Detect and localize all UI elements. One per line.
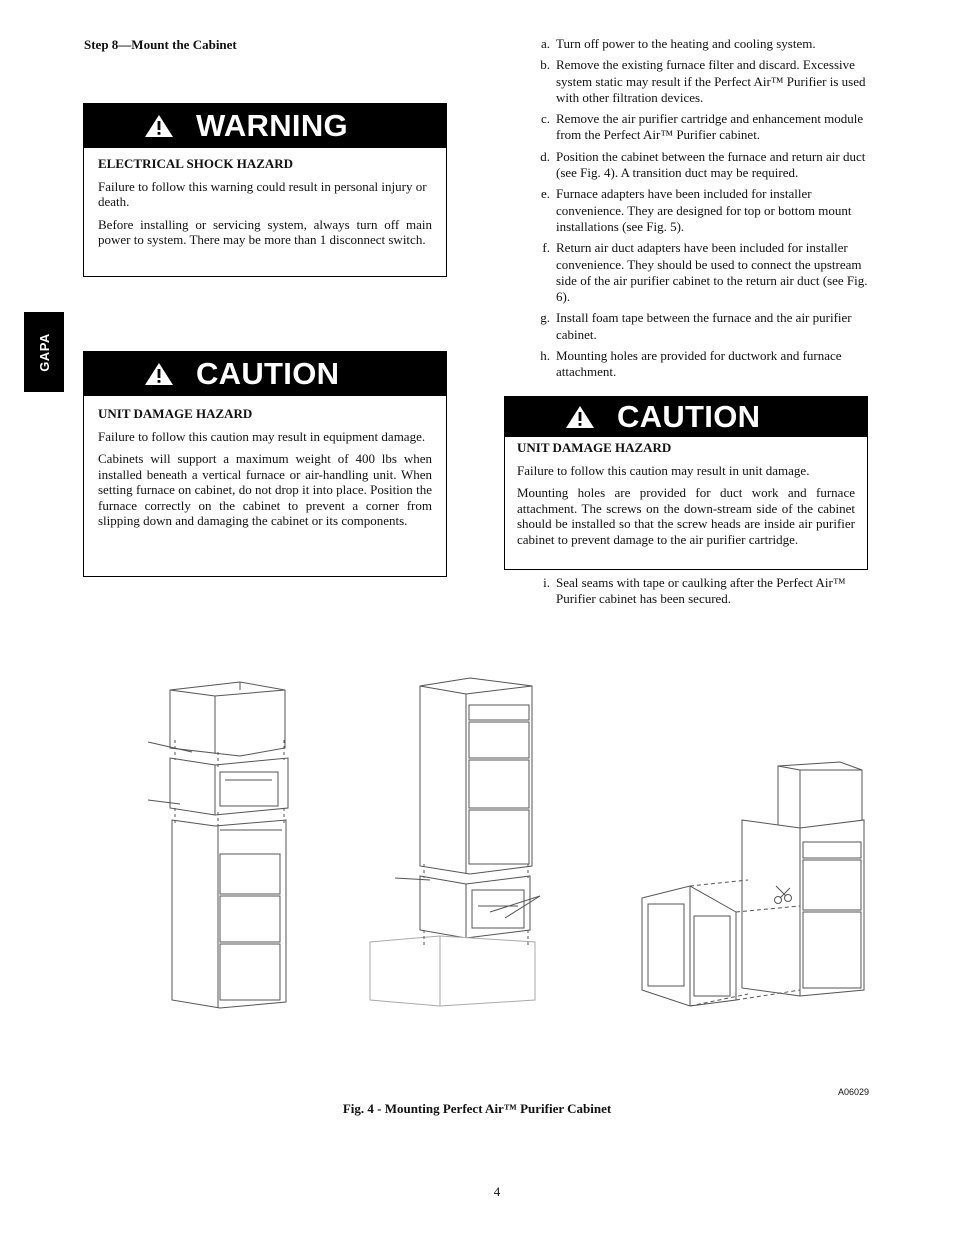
mounting-illustration	[0, 640, 954, 1080]
final-step	[528, 575, 873, 613]
step-letter: b.	[540, 57, 550, 73]
warning-triangle-icon	[144, 362, 174, 386]
step-letter: f.	[542, 240, 550, 256]
page-number: 4	[493, 1184, 501, 1199]
warning-triangle-icon	[565, 405, 595, 429]
caution-paragraph: Failure to follow this caution may result in unit damage.	[517, 462, 810, 478]
step-item	[528, 36, 873, 52]
caution-body-2	[505, 437, 867, 562]
step-text: Remove the air purifier cartridge and enhancement module from the Perfect Air™ Purifier cabinet.	[556, 111, 864, 143]
warning-hazard: ELECTRICAL SHOCK HAZARD	[98, 156, 294, 171]
step-item	[528, 57, 873, 106]
step-item	[528, 348, 873, 381]
warning-box	[83, 103, 447, 277]
step-item	[528, 111, 873, 144]
step-item	[528, 240, 873, 305]
step-text: Return air duct adapters have been included for installer convenience. They should be used to connect the upstream side of the air purifier cabinet to the return air duct (see Fig. 6).	[556, 240, 868, 305]
step-text: Mounting holes are provided for ductwork and furnace attachment.	[556, 348, 842, 380]
warning-paragraph: Before installing or servicing system, always turn off main power to system. There may be more than 1 disconnect switch.	[98, 216, 432, 247]
step-text: Furnace adapters have been included for installer convenience. They are designed for top or bottom mount installations (see Fig. 5).	[556, 186, 852, 234]
step-item	[528, 149, 873, 182]
middle-assembly	[370, 678, 540, 1006]
side-tab-label: GAPA	[36, 332, 52, 372]
step-item	[528, 575, 873, 608]
step-text: Seal seams with tape or caulking after the Perfect Air™ Purifier cabinet has been secured.	[556, 575, 846, 607]
caution-box-2	[504, 396, 868, 570]
step-text: Install foam tape between the furnace and the air purifier cabinet.	[556, 310, 852, 342]
step-heading: Step 8—Mount the Cabinet	[84, 37, 237, 52]
step-letter: g.	[540, 310, 550, 326]
caution-hazard-2: UNIT DAMAGE HAZARD	[517, 440, 672, 455]
left-assembly	[148, 682, 288, 1008]
side-tab	[24, 312, 64, 392]
right-assembly	[642, 762, 864, 1006]
warning-header	[84, 104, 446, 148]
caution-hazard-1: UNIT DAMAGE HAZARD	[98, 406, 253, 421]
step-letter: e.	[540, 186, 550, 202]
caution-body-1	[84, 396, 446, 546]
step-letter: d.	[540, 148, 550, 164]
caution-paragraph: Cabinets will support a maximum weight of 400 lbs when installed beneath a vertical furnace or air-handling unit. When setting furnace on cabinet, do not drop it into place. Position the furnace correctly on the cabinet to prevent a corner from slipping down and damaging the cabinet or its components.	[98, 451, 432, 528]
step-text: Position the cabinet between the furnace and return air duct (see Fig. 4). A transition duct may be required.	[556, 148, 866, 181]
step-item	[528, 186, 873, 235]
step-item	[528, 310, 873, 343]
warning-triangle-icon	[144, 114, 174, 138]
warning-title: WARNING	[196, 108, 348, 143]
figure-caption: Fig. 4 - Mounting Perfect Air™ Purifier Cabinet	[342, 1101, 612, 1116]
warning-paragraph: Failure to follow this warning could result in personal injury or death.	[98, 178, 427, 209]
step-text: Turn off power to the heating and cooling system.	[556, 36, 816, 51]
step-letter: a.	[540, 36, 550, 51]
step-letter: c.	[540, 111, 550, 127]
caution-header-2	[505, 397, 867, 437]
step-letter: i.	[543, 575, 550, 590]
caution-header-1	[84, 352, 446, 396]
warning-body	[84, 148, 446, 265]
step-letter: h.	[540, 348, 550, 364]
step-list	[528, 36, 873, 386]
caution-paragraph: Mounting holes are provided for duct work and furnace attachment. The screws on the down-stream side of the cabinet should be installed so that the screw heads are inside air purifier cabinet to prevent damage to the air purifier cartridge.	[517, 485, 855, 547]
step-text: Remove the existing furnace filter and discard. Excessive system static may result if the Perfect Air™ Purifier is used with other filtration devices.	[556, 57, 866, 105]
figure-id: A06029	[838, 1087, 870, 1097]
caution-paragraph: Failure to follow this caution may result in equipment damage.	[98, 428, 426, 444]
caution-box-1	[83, 351, 447, 577]
caution-title-2: CAUTION	[617, 399, 761, 434]
caution-title-1: CAUTION	[196, 356, 340, 391]
